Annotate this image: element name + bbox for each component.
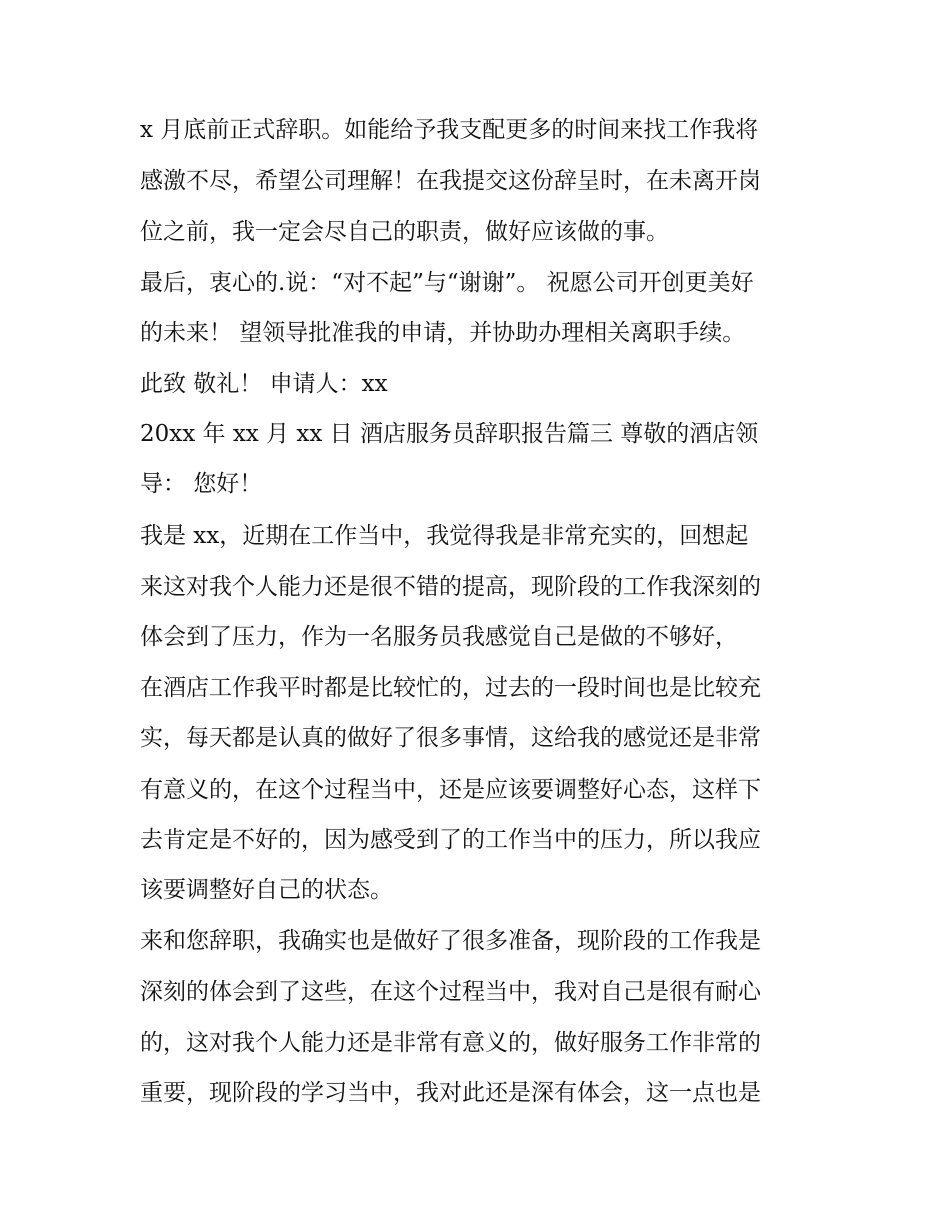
text-line: 20xx 年 xx 月 xx 日 酒店服务员辞职报告篇三 尊敬的酒店领 — [140, 421, 759, 447]
text-line: x 月底前正式辞职。如能给予我支配更多的时间来找工作我将 — [140, 117, 759, 143]
text-line: 深刻的体会到了这些，在这个过程当中，我对自己是很有耐心 — [140, 979, 761, 1005]
text-line: 的未来！ 望领导批准我的申请，并协助办理相关离职手续。 — [140, 320, 746, 346]
text-line: 实，每天都是认真的做好了很多事情，这给我的感觉还是非常 — [140, 725, 761, 751]
text-line: 的，这对我个人能力还是非常有意义的，做好服务工作非常的 — [140, 1030, 761, 1056]
text-line: 我是 xx，近期在工作当中，我觉得我是非常充实的，回想起 — [140, 523, 749, 549]
text-line: 最后，衷心的.说：“对不起”与“谢谢”。 祝愿公司开创更美好 — [140, 270, 754, 296]
text-line: 重要，现阶段的学习当中，我对此还是深有体会，这一点也是 — [140, 1080, 761, 1106]
text-line: 该要调整好自己的状态。 — [140, 877, 393, 903]
text-line: 位之前，我一定会尽自己的职责，做好应该做的事。 — [140, 219, 669, 245]
text-line: 体会到了压力，作为一名服务员我感觉自己是做的不够好， — [140, 624, 738, 650]
text-line: 在酒店工作我平时都是比较忙的，过去的一段时间也是比较充 — [140, 675, 761, 701]
text-line: 此致 敬礼！ 申请人：xx — [140, 371, 388, 397]
text-line: 来这对我个人能力还是很不错的提高，现阶段的工作我深刻的 — [140, 574, 761, 600]
text-line: 来和您辞职，我确实也是做好了很多准备，现阶段的工作我是 — [140, 928, 761, 954]
text-line: 导： 您好！ — [140, 471, 263, 497]
text-line: 去肯定是不好的，因为感受到了的工作当中的压力，所以我应 — [140, 827, 761, 853]
text-line: 感激不尽，希望公司理解！在我提交这份辞呈时，在未离开岗 — [140, 168, 761, 194]
text-line: 有意义的，在这个过程当中，还是应该要调整好心态，这样下 — [140, 777, 761, 803]
